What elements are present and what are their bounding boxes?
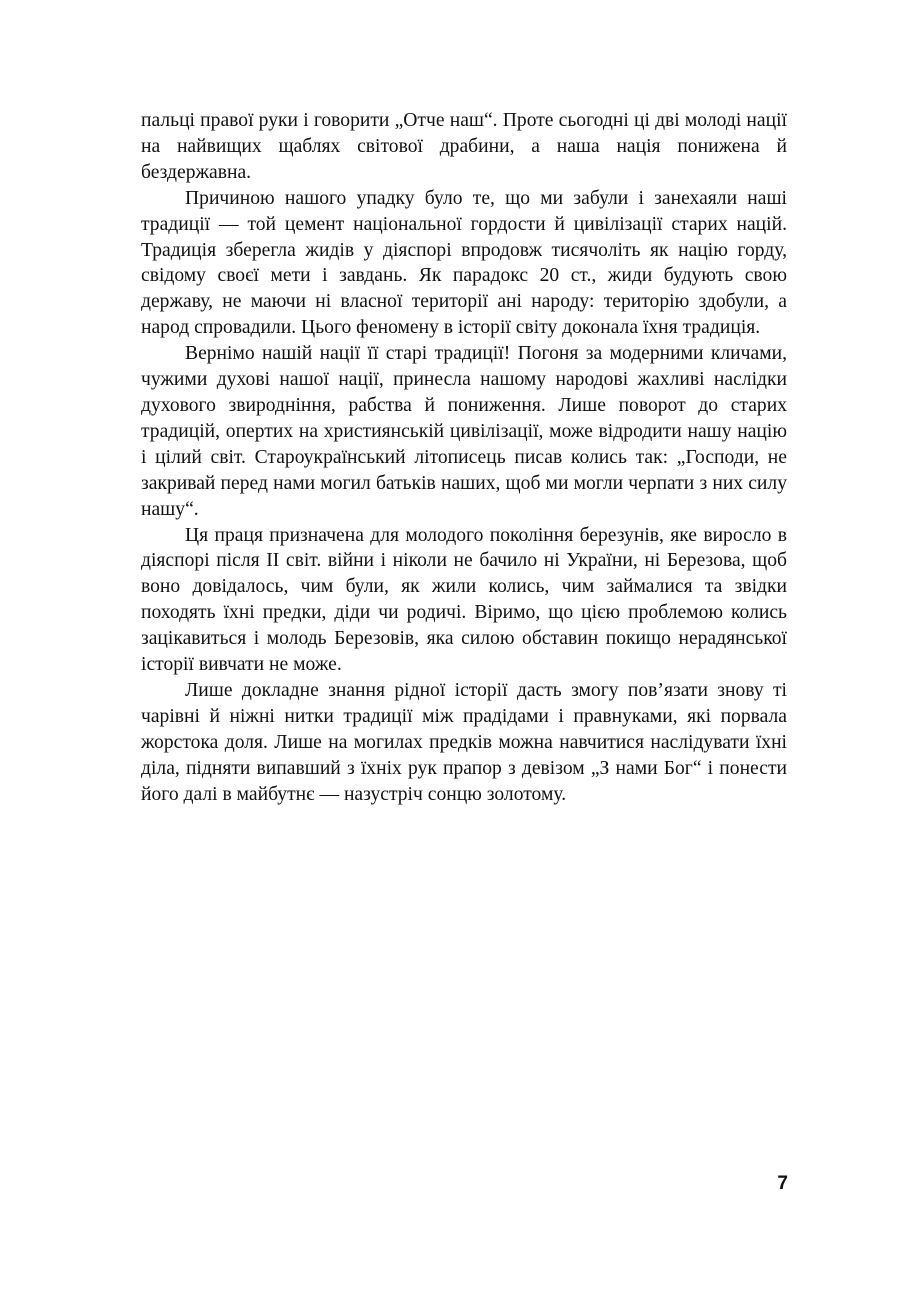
paragraph-knowledge-of-history: Лише докладне знання рідної історії дасть змогу пов’язати знову ті чарівні й ніжні нитки традиції між прадідами і правнуками, які порвала жорстока доля. Лише на могилах предків можна навчитися наслідувати їхні діла, підняти випавший з їхніх рук прапор з девізом „З нами Бог“ і понести його далі в майбутнє — назустріч сонцю золотому. (141, 679, 787, 805)
page-number: 7 (777, 1173, 788, 1194)
body-text (141, 108, 787, 807)
paragraph-return-to-traditions: Вернімо нашій нації її старі традиції! Погоня за модерними кличами, чужими духові нашої нації, принесла нашому народові жахливі наслідки духового звиродніння, рабства й пониження. Лише поворот до старих традицій, опертих на християнській цивілізації, може відродити нашу націю і цілий світ. Староукраїнський літописець писав колись так: „Господи, не закривай перед нами могил батьків наших, щоб ми могли черпати з них силу нашу“. (141, 343, 787, 520)
paragraph-continued: пальці правої руки і говорити „Отче наш“. Проте сьогодні ці дві молоді нації на найвищих щаблях світової драбини, а наша нація понижена й бездержавна. (141, 110, 787, 183)
paragraph-work-purpose: Ця праця призначена для молодого покоління березунів, яке виросло в діяспорі після II світ. війни і ніколи не бачило ні України, ні Березова, щоб воно довідалось, чим були, як жили колись, чим займалися та звідки походять їхні предки, діди чи родичі. Віримо, що цією проблемою колись зацікавиться і молодь Березовів, яка силою обставин покищо нерадянської історії вивчати не може. (141, 524, 787, 676)
paragraph-tradition-decline: Причиною нашого упадку було те, що ми забули і занехаяли наші традиції — той цемент національної гордости й цивілізації старих націй. Традиція зберегла жидів у діяспорі впродовж тисячоліть як націю горду, свідому своєї мети і завдань. Як парадокс 20 ст., жиди будують свою державу, не маючи ні власної території ані народу: територію здобули, а народ спровадили. Цього феномену в історії світу доконала їхня традиція. (141, 187, 787, 339)
